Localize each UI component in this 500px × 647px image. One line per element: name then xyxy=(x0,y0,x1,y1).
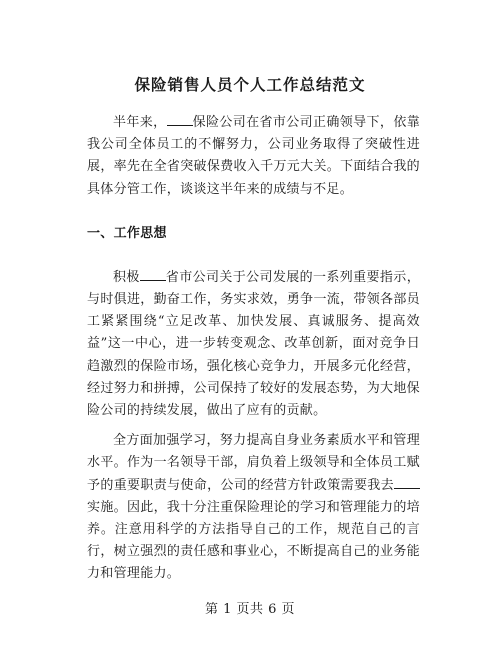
study-paragraph xyxy=(87,430,420,585)
para2-text-rest: 实施。因此，我十分注重保险理论的学习和管理能力的培养。注意用科学的方法指导自己的工作，规范自己的言行，树立强烈的责任感和事业心，不断提高自己的业务能力和管理能力。 xyxy=(87,499,420,582)
page-indicator: 第 1 页共 6 页 xyxy=(204,602,296,617)
fill-blank xyxy=(394,476,420,489)
fill-blank xyxy=(140,268,166,281)
section-heading: 一、工作思想 xyxy=(87,225,167,241)
intro-paragraph xyxy=(87,112,420,201)
document-title: 保险销售人员个人工作总结范文 xyxy=(134,75,366,94)
para1-text-rest: 省市公司关于公司发展的一系列重要指示，与时俱进，勤奋工作，务实求效，勇争一流，带领各部员工紧紧围绕“立足改革、加快发展、真诚服务、提高效益”这一中心，进一步转变观念、改革创新，面对竞争日趋激烈的保险市场，强化核心竞争力，开展多元化经营，经过努力和拼搏，公司保持了较好的发展态势，为大地保险公司的持续发展，做出了应有的贡献。 xyxy=(87,269,420,419)
para2-text-start: 全方面加强学习，努力提高自身业务素质水平和管理水平。作为一名领导干部，肩负着上级领导和全体员工赋予的重要职责与使命，公司的经营方针政策需要我去 xyxy=(87,433,420,493)
para1-text-start: 积极 xyxy=(113,269,140,285)
document-body xyxy=(87,112,420,586)
fill-blank xyxy=(167,113,193,126)
intro-text-rest: 保险公司在省市公司正确领导下，依靠我公司全体员工的不懈努力，公司业务取得了突破性进展，率先在全省突破保费收入千万元大关。下面结合我的具体分管工作，谈谈这半年来的成绩与不足。 xyxy=(87,115,420,197)
work-thought-paragraph xyxy=(87,267,420,422)
intro-text-start: 半年来， xyxy=(113,115,167,130)
